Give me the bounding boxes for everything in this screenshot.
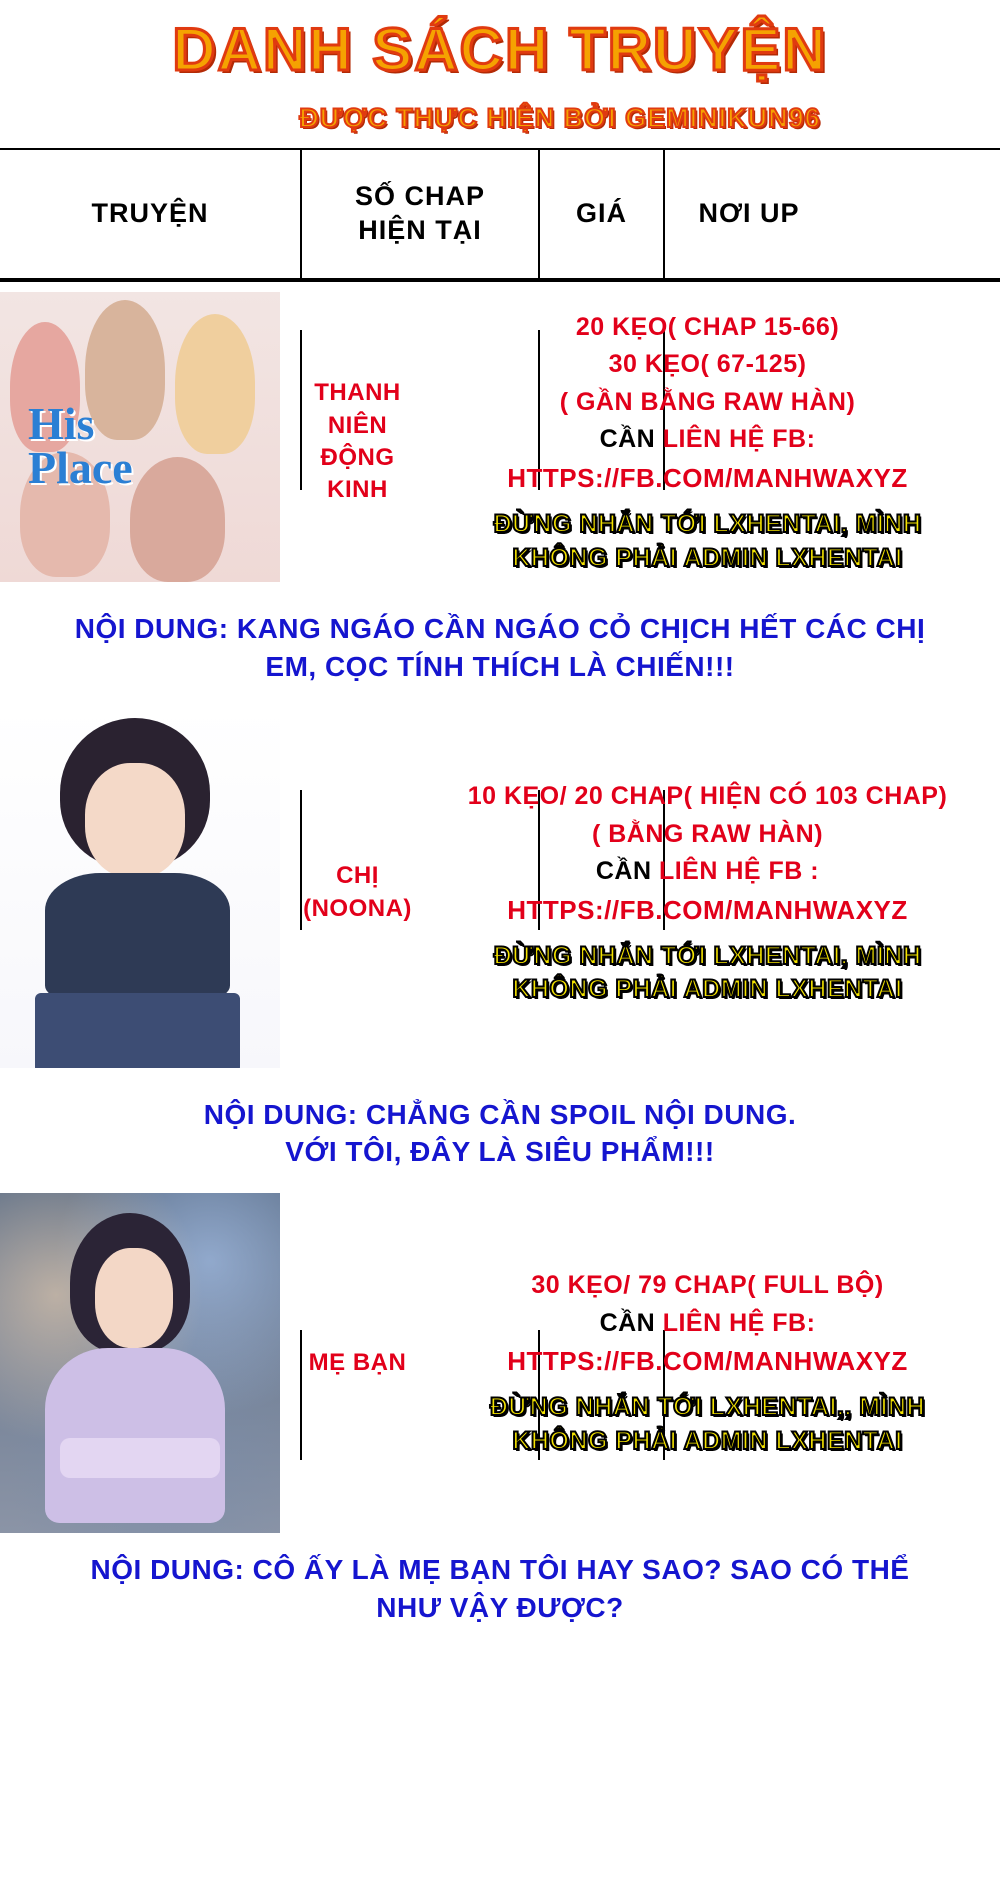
column-header-truyen: TRUYỆN [91, 198, 209, 229]
warning-text [494, 940, 922, 1008]
comic-summary [0, 602, 1000, 698]
page-header [0, 0, 1000, 134]
summary-line-1: NỘI DUNG: CÔ ẤY LÀ MẸ BẠN TÔI HAY SAO? SAO CÓ THỂ [90, 1554, 910, 1586]
summary-line-1: NỘI DUNG: KANG NGÁO CẦN NGÁO CỎ CHỊCH HẾT CÁC CHỊ [74, 613, 926, 644]
table-row [0, 698, 1000, 1088]
page-subtitle: ĐƯỢC THỰC HIỆN BỞI GEMINIKUN96 [299, 103, 821, 133]
table-row [0, 1183, 1000, 1543]
summary-line-2: NHƯ VẬY ĐƯỢC? [376, 1591, 624, 1623]
comics-table [0, 148, 1000, 282]
comic-summary [0, 1088, 1000, 1184]
warning-line-1: ĐỪNG NHẮN TỚI LXHENTAI, MÌNH [493, 941, 922, 970]
raw-note: ( GẦN BẰNG RAW HÀN) [559, 387, 856, 416]
warning-line-1: ĐỪNG NHẮN TỚI LXHENTAI,, MÌNH [489, 1393, 926, 1422]
raw-note: ( BẰNG RAW HÀN) [591, 819, 824, 848]
contact-label-fb: LIÊN HỆ FB: [662, 425, 816, 454]
facebook-link[interactable]: HTTPS://FB.COM/MANHWAXYZ [507, 462, 908, 493]
cover-logo: His Place [28, 398, 133, 493]
contact-label-fb: LIÊN HỆ FB: [662, 1308, 816, 1337]
contact-label-fb: LIÊN HỆ FB : [658, 857, 820, 886]
column-header-noi-up: NƠI UP [663, 150, 833, 278]
price-line: 20 KẸO( CHAP 15-66) [575, 312, 840, 341]
cover-art-noona [0, 708, 280, 1068]
price-line: 30 KẸO( 67-125) [608, 350, 807, 379]
summary-line-1: NỘI DUNG: CHẲNG CẦN SPOIL NỘI DUNG. [203, 1098, 797, 1130]
comic-genre: MẸ BẠN [308, 1348, 407, 1376]
column-header-so-chap-line2: HIỆN TẠI [358, 215, 482, 245]
facebook-link[interactable]: HTTPS://FB.COM/MANHWAXYZ [507, 894, 908, 925]
comic-summary [0, 1543, 1000, 1639]
comic-details [415, 282, 1000, 602]
cover-art-me-ban [0, 1193, 280, 1533]
column-header-so-chap-line1: SỐ CHAP [354, 181, 486, 212]
comic-details [415, 1183, 1000, 1543]
warning-line-1: ĐỪNG NHẮN TỚI LXHENTAI, MÌNH [493, 509, 922, 538]
table-header-row [0, 150, 1000, 280]
contact-label: CẦN [599, 425, 663, 454]
summary-line-2: VỚI TÔI, ĐÂY LÀ SIÊU PHẨM!!! [285, 1136, 715, 1168]
warning-text [490, 1391, 925, 1459]
comic-genre: THANH NIÊN ĐỘNG KINH [314, 379, 401, 504]
comic-cover-cell [0, 698, 300, 1088]
comic-genre: CHỊ (NOONA) [303, 862, 412, 922]
column-header-gia: GIÁ [538, 150, 663, 278]
warning-line-2: KHÔNG PHẢI ADMIN LXHENTAI [512, 543, 903, 572]
comic-cover-cell [0, 1183, 300, 1543]
table-row [0, 282, 1000, 602]
comic-cover-cell [0, 282, 300, 602]
cover-art-his-place [0, 292, 280, 582]
page-title: DANH SÁCH TRUYỆN [172, 16, 828, 83]
contact-label: CẦN [599, 1308, 663, 1337]
summary-line-2: EM, CỌC TÍNH THÍCH LÀ CHIẾN!!! [265, 650, 735, 682]
comic-details [415, 698, 1000, 1088]
column-header-so-chap [300, 150, 538, 278]
facebook-link[interactable]: HTTPS://FB.COM/MANHWAXYZ [507, 1346, 908, 1377]
warning-line-2: KHÔNG PHẢI ADMIN LXHENTAI [512, 975, 903, 1004]
price-line: 10 KẸO/ 20 CHAP( HIỆN CÓ 103 CHAP) [467, 782, 948, 811]
price-line: 30 KẸO/ 79 CHAP( FULL BỘ) [531, 1271, 884, 1300]
column-header-spacer [833, 150, 1000, 278]
warning-text [494, 508, 922, 576]
warning-line-2: KHÔNG PHẢI ADMIN LXHENTAI [512, 1427, 903, 1456]
contact-label: CẦN [595, 857, 659, 886]
